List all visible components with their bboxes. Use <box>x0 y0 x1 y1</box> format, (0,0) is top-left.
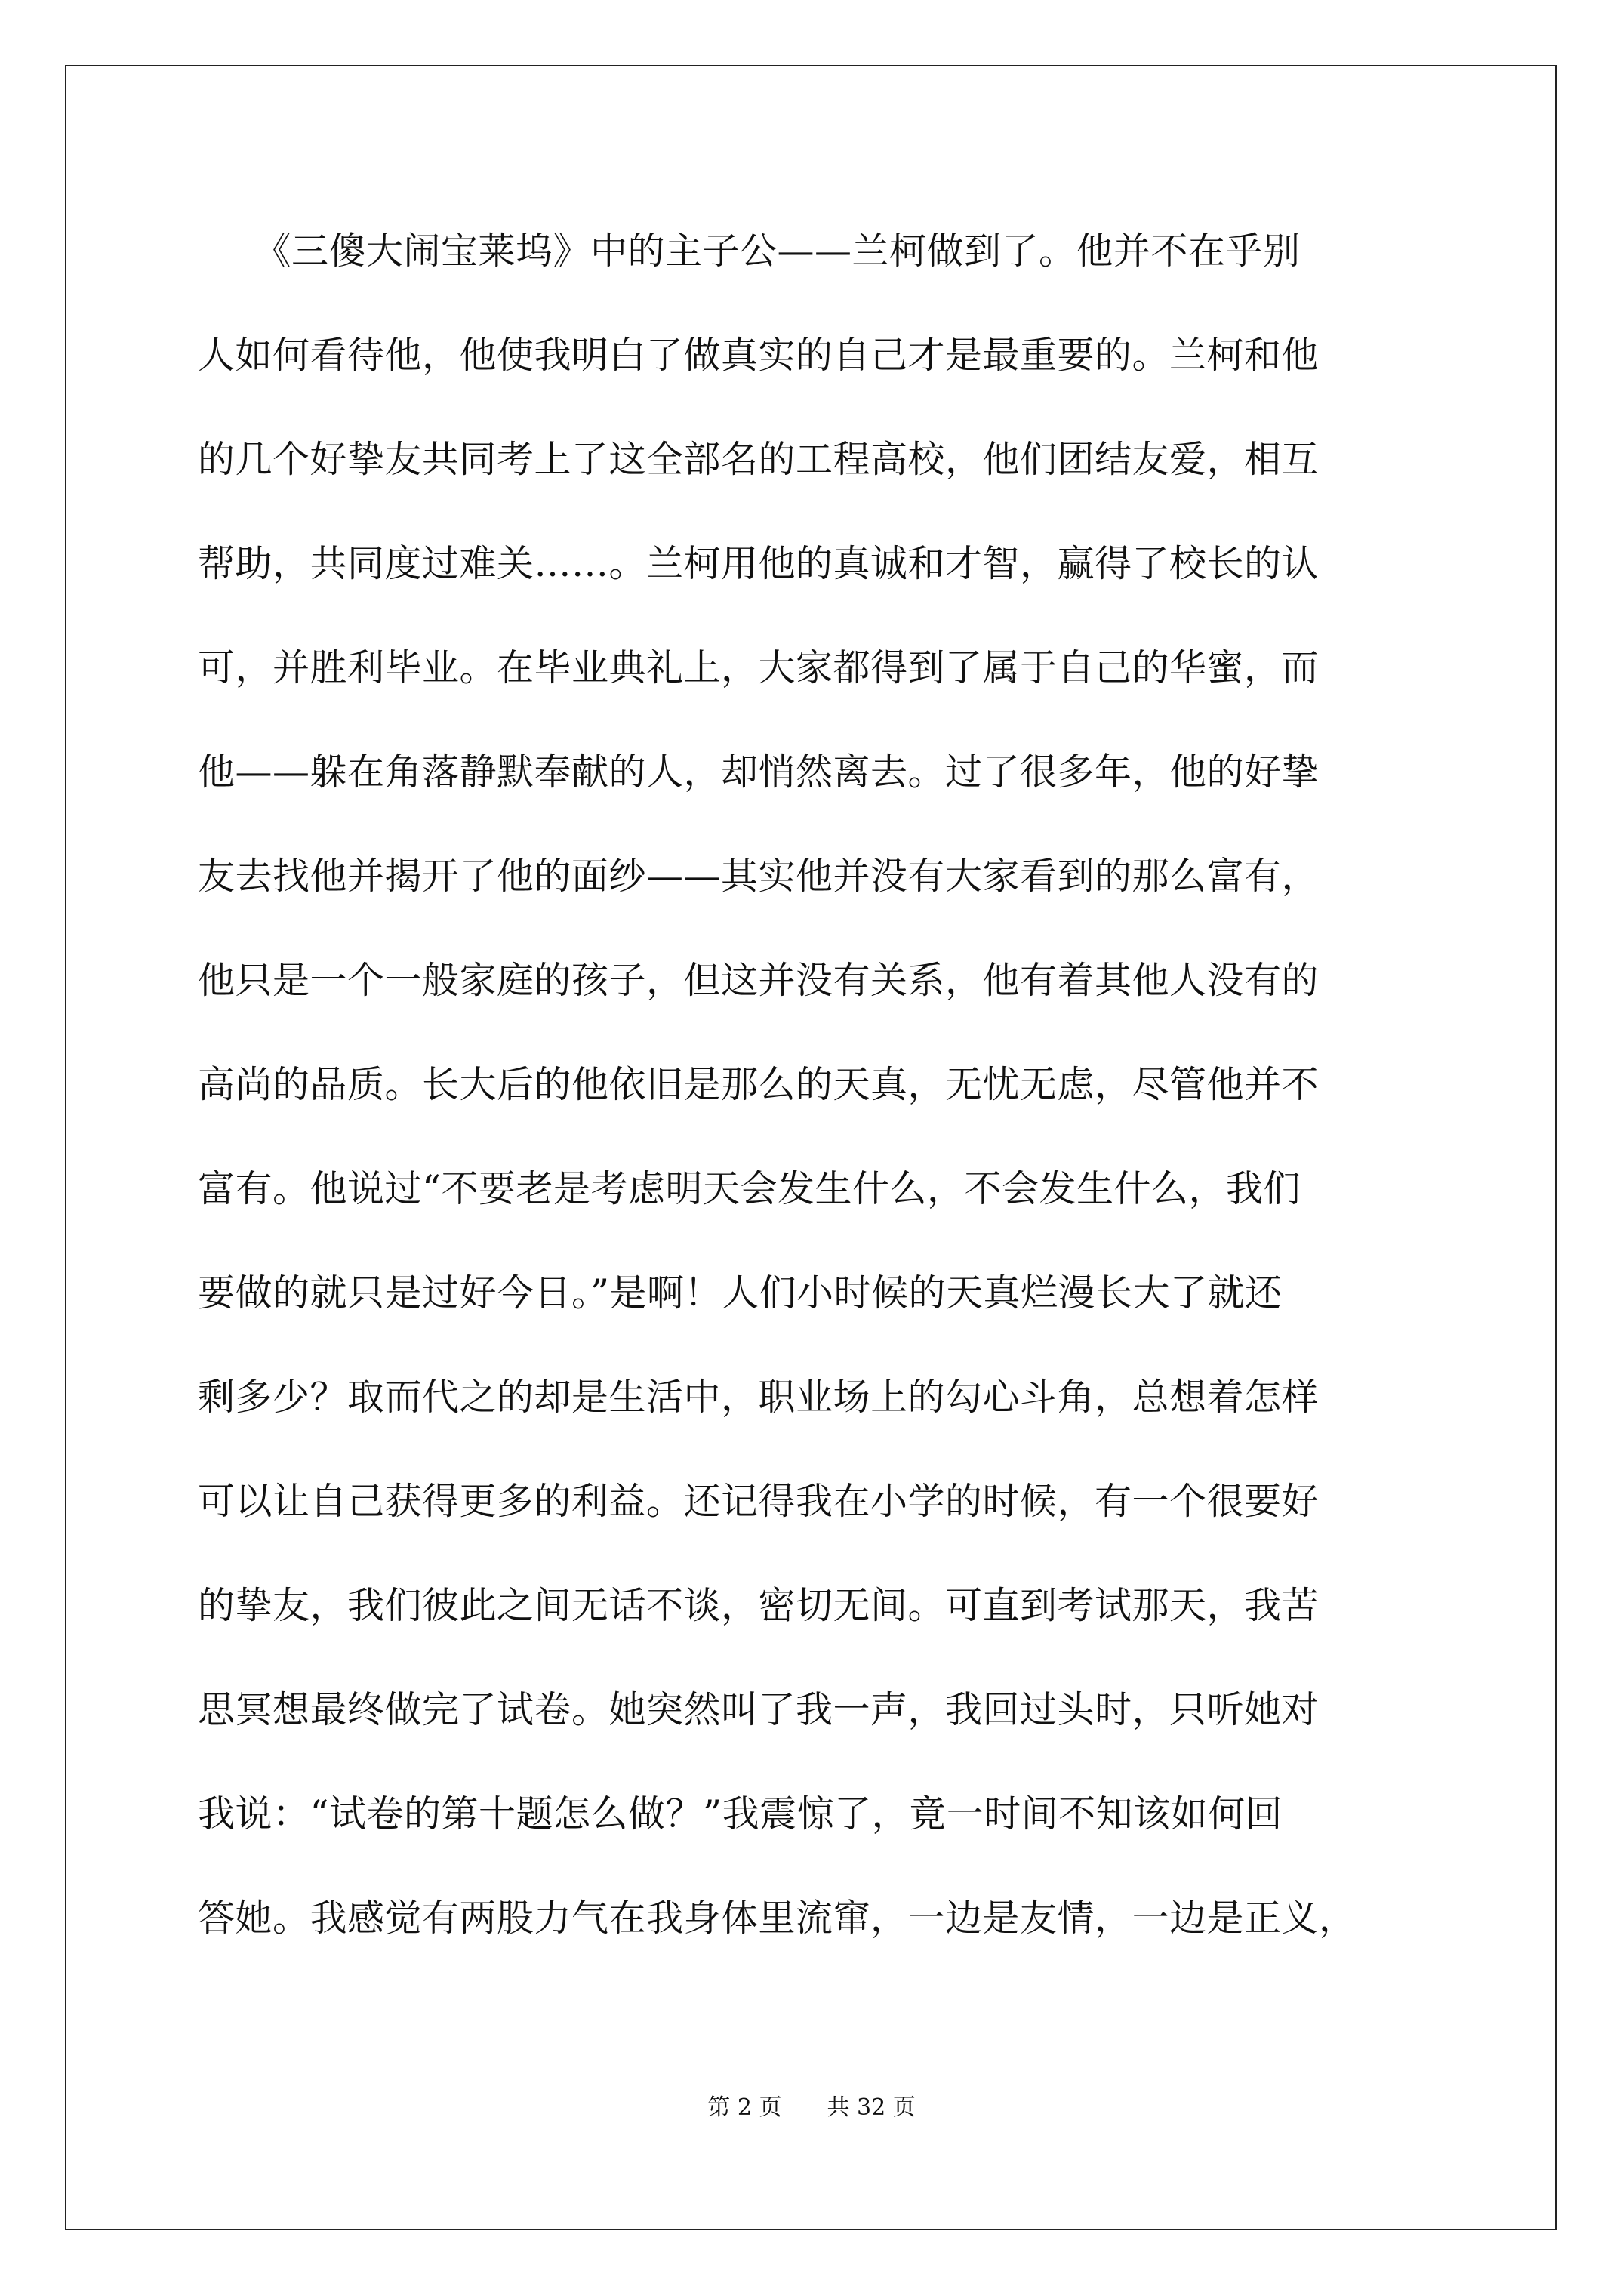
body-line-8: 他只是一个一般家庭的孩子，但这并没有关系，他有着其他人没有的 <box>198 959 1320 1002</box>
body-line-3: 的几个好挚友共同考上了这全部名的工程高校，他们团结友爱，相互 <box>198 438 1320 481</box>
body-line-13: 可以让自己获得更多的利益。还记得我在小学的时候，有一个很要好 <box>198 1480 1320 1523</box>
page-footer: 第 2 页 共 32 页 <box>707 2094 916 2121</box>
body-line-10: 富有。他说过“不要老是考虑明天会发生什么，不会发生什么，我们 <box>198 1167 1301 1210</box>
body-line-6: 他——躲在角落静默奉献的人，却悄然离去。过了很多年，他的好挚 <box>198 750 1320 794</box>
body-line-2: 人如何看待他，他使我明白了做真实的自己才是最重要的。兰柯和他 <box>198 334 1320 377</box>
body-line-15: 思冥想最终做完了试卷。她突然叫了我一声，我回过头时，只听她对 <box>198 1688 1320 1731</box>
body-line-17: 答她。我感觉有两股力气在我身体里流窜，一边是友情，一边是正义， <box>198 1897 1357 1940</box>
body-line-9: 高尚的品质。长大后的他依旧是那么的天真，无忧无虑，尽管他并不 <box>198 1063 1320 1106</box>
body-line-12: 剩多少？取而代之的却是生活中，职业场上的勾心斗角，总想着怎样 <box>198 1376 1320 1419</box>
body-line-16: 我说：“试卷的第十题怎么做？”我震惊了，竟一时间不知该如何回 <box>198 1792 1283 1835</box>
body-line-1: 《三傻大闹宝莱坞》中的主子公——兰柯做到了。他并不在乎别 <box>198 230 1301 273</box>
body-line-4: 帮助，共同度过难关……。兰柯用他的真诚和才智，赢得了校长的认 <box>198 542 1320 585</box>
body-line-5: 可，并胜利毕业。在毕业典礼上，大家都得到了属于自己的华蜜，而 <box>198 646 1320 689</box>
document-body <box>198 220 1443 1991</box>
body-line-11: 要做的就只是过好今日。”是啊！人们小时候的天真烂漫长大了就还 <box>198 1271 1283 1314</box>
body-line-14: 的挚友，我们彼此之间无话不谈，密切无间。可直到考试那天，我苦 <box>198 1584 1320 1627</box>
body-line-7: 友去找他并揭开了他的面纱——其实他并没有大家看到的那么富有， <box>198 855 1320 898</box>
